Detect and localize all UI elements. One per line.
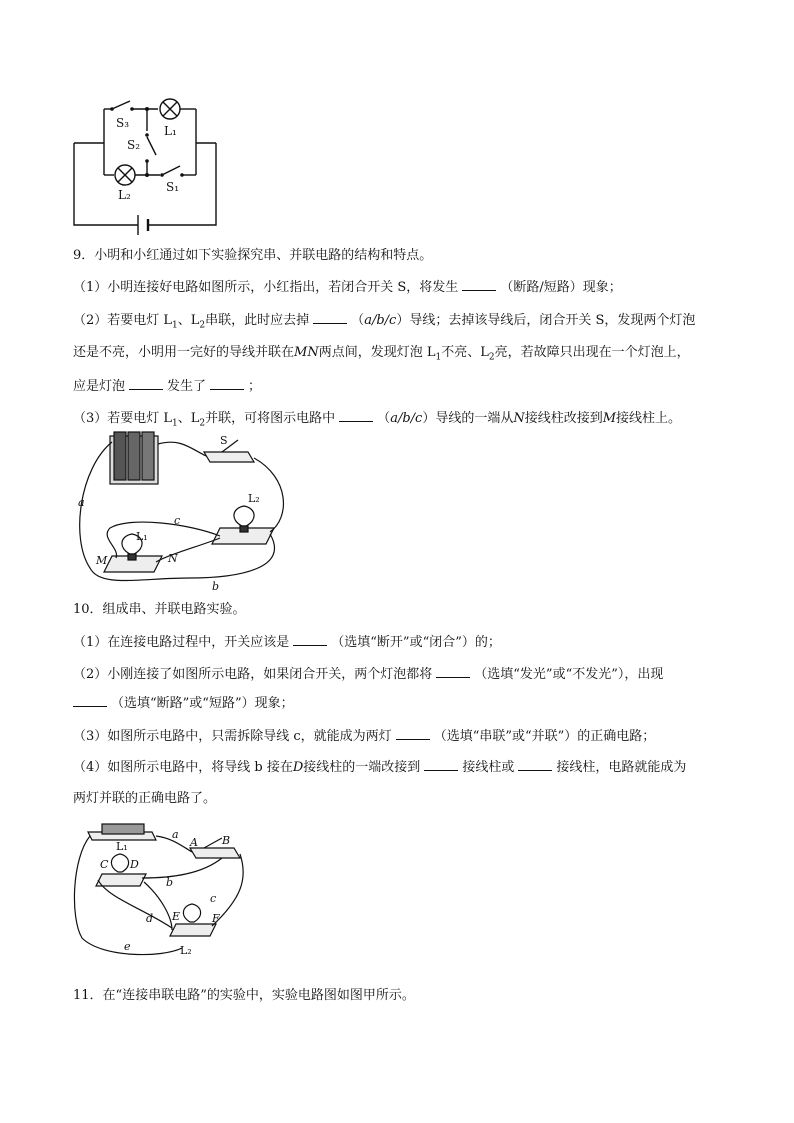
q10-part4-line1: （4）如图所示电路中，将导线 b 接在D接线柱的一端改接到 接线柱或 接线柱，电路就能成为	[73, 757, 686, 778]
label-l1: L₁	[136, 530, 148, 543]
q9-part2-line1: （2）若要电灯 $L_1$、$L_2$串联，此时应去掉 （a/b/c）导线；去掉该导线后，闭合开关 S，发现两个灯泡	[73, 310, 695, 336]
label-m: M	[96, 554, 108, 567]
q9-part3: （3）若要电灯 $L_1$、$L_2$并联，可将图示电路中 （a/b/c）导线的一端从N接线柱改接到M接线柱上。	[73, 408, 681, 434]
label-a-terminal: A	[190, 836, 198, 849]
label-s: S	[220, 434, 228, 447]
label-l2: L₂	[118, 188, 131, 202]
label-l1: L₁	[164, 124, 177, 138]
answer-blank[interactable]	[313, 310, 347, 324]
label-d-terminal: D	[130, 858, 139, 871]
label-e-terminal: E	[172, 910, 181, 923]
answer-blank[interactable]	[462, 277, 496, 291]
circuit-photo-2	[70, 428, 290, 598]
q10-part4-line2: 两灯并联的正确电路了。	[73, 791, 217, 806]
label-s1: S₁	[166, 180, 180, 194]
label-b-terminal: B	[222, 834, 231, 847]
q9-part2-line3: 应是灯泡 发生了 ；	[73, 376, 261, 397]
label-c: c	[174, 514, 181, 527]
q10-part2-line1: （2）小刚连接了如图所示电路，如果闭合开关，两个灯泡都将 （选填“发光”或“不发光”），出现	[73, 664, 663, 685]
q9-part1: （1）小明连接好电路如图所示，小红指出，若闭合开关 S，将发生 （断路/短路）现象；	[73, 277, 622, 298]
circuit-photo-3	[72, 818, 252, 968]
label-b: b	[212, 580, 220, 593]
answer-blank[interactable]	[436, 664, 470, 678]
q10-title: 10．组成串、并联电路实验。	[73, 602, 246, 617]
answer-blank[interactable]	[424, 757, 458, 771]
answer-blank[interactable]	[129, 376, 163, 390]
label-c-terminal: C	[100, 858, 109, 871]
answer-blank[interactable]	[210, 376, 244, 390]
answer-blank[interactable]	[73, 693, 107, 707]
label-a: a	[172, 828, 179, 841]
label-l2: L₂	[248, 492, 260, 505]
label-n: N	[168, 552, 178, 565]
q9-part2-line2: 还是不亮，小明用一完好的导线并联在MN两点间，发现灯泡 $L_1$不亮、$L_2$亮，若故障只出现在一个灯泡上，	[73, 345, 690, 363]
label-d: d	[146, 912, 154, 925]
label-a: a	[78, 496, 85, 509]
label-s2: S₂	[127, 138, 141, 152]
q9-title: 9．小明和小红通过如下实验探究串、并联电路的结构和特点。	[73, 248, 433, 263]
label-e: e	[124, 940, 131, 953]
answer-blank[interactable]	[396, 726, 430, 740]
label-l1: L₁	[116, 840, 128, 853]
label-l2: L₂	[180, 944, 192, 957]
answer-blank[interactable]	[293, 632, 327, 646]
answer-blank[interactable]	[339, 408, 373, 422]
q10-part2-line2: （选填“断路”或“短路”）现象；	[73, 693, 294, 714]
answer-blank[interactable]	[518, 757, 552, 771]
label-s3: S₃	[116, 116, 130, 130]
circuit-diagram-1	[70, 95, 230, 235]
q11-title: 11．在“连接串联电路”的实验中，实验电路图如图甲所示。	[73, 988, 415, 1003]
q10-part3: （3）如图所示电路中，只需拆除导线 c，就能成为两灯 （选填“串联”或“并联”）的正确电路；	[73, 726, 655, 747]
q10-part1: （1）在连接电路过程中，开关应该是 （选填“断开”或“闭合”）的；	[73, 632, 501, 653]
label-b: b	[166, 876, 174, 889]
label-c: c	[210, 892, 217, 905]
label-f-terminal: F	[212, 912, 220, 925]
